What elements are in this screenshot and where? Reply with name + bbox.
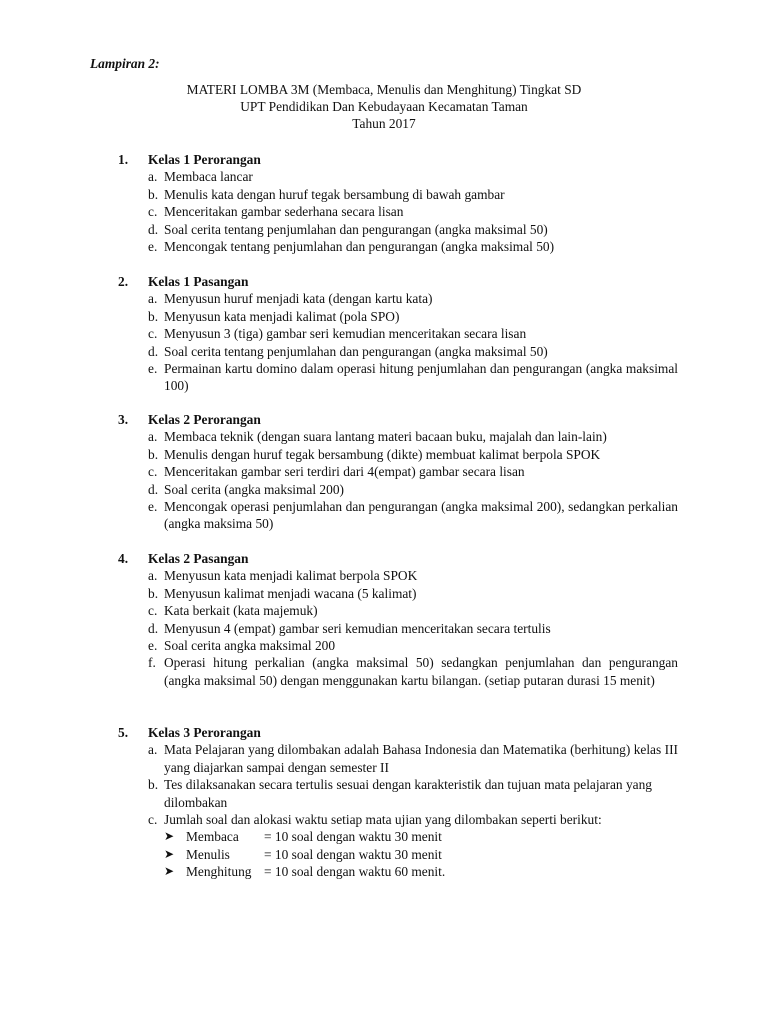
list-item [0, 463, 768, 480]
list-item [0, 238, 768, 255]
item-letter: b. [148, 186, 159, 202]
attachment-label: Lampiran 2: [90, 56, 160, 71]
document-subtitle: UPT Pendidikan Dan Kebudayaan Kecamatan Taman [240, 99, 528, 114]
item-letter: e. [148, 239, 158, 255]
item-letter: e. [148, 638, 158, 654]
item-letter: b. [148, 446, 159, 462]
item-text: Soal cerita tentang penjumlahan dan pengurangan (angka maksimal 50) [164, 343, 548, 359]
item-letter: a. [148, 429, 158, 445]
list-item [0, 186, 768, 203]
item-letter: b. [148, 585, 159, 601]
arrowhead-bullet-icon: ➤ [164, 829, 175, 844]
item-letter: d. [148, 221, 159, 237]
item-text: Permainan kartu domino dalam operasi hitung penjumlahan dan pengurangan (angka maksimal 100) [164, 361, 678, 394]
item-text: Menulis dengan huruf tegak bersambung (dikte) membuat kalimat berpola SPOK [164, 446, 601, 462]
list-item [0, 203, 768, 220]
section-title: Kelas 1 Perorangan [148, 152, 261, 167]
item-letter: a. [148, 169, 158, 185]
list-item [0, 221, 768, 238]
subject-label: Menulis [186, 846, 230, 862]
list-item [0, 290, 768, 307]
item-text: Mata Pelajaran yang dilombakan adalah Bahasa Indonesia dan Matematika (berhitung) kelas III yang diajarkan sampai dengan semester II [164, 742, 678, 775]
section-number: 2. [118, 274, 129, 289]
item-letter: c. [148, 812, 158, 828]
item-letter: f. [148, 655, 156, 671]
item-text: Membaca lancar [164, 169, 253, 185]
item-letter: e. [148, 499, 158, 515]
list-item [0, 776, 768, 811]
list-item [0, 308, 768, 325]
item-text: Menulis kata dengan huruf tegak bersambung di bawah gambar [164, 186, 505, 202]
subject-allocation: = 10 soal dengan waktu 30 menit [264, 829, 442, 845]
document-year: Tahun 2017 [352, 116, 416, 131]
section-title: Kelas 2 Pasangan [148, 551, 249, 566]
item-text: Soal cerita tentang penjumlahan dan pengurangan (angka maksimal 50) [164, 221, 548, 237]
item-letter: c. [148, 464, 158, 480]
item-text: Jumlah soal dan alokasi waktu setiap mata ujian yang dilombakan seperti berikut: [164, 812, 602, 828]
item-text: Mencongak operasi penjumlahan dan pengurangan (angka maksimal 200), sedangkan perkalian (angka maksima 50) [164, 499, 678, 532]
section-title: Kelas 2 Perorangan [148, 412, 261, 427]
item-text: Mencongak tentang penjumlahan dan pengurangan (angka maksimal 50) [164, 239, 555, 255]
item-text: Kata berkait (kata majemuk) [164, 603, 318, 619]
item-letter: b. [148, 777, 159, 793]
document-title: MATERI LOMBA 3M (Membaca, Menulis dan Menghitung) Tingkat SD [186, 82, 582, 97]
item-text: Soal cerita angka maksimal 200 [164, 638, 336, 654]
item-letter: d. [148, 343, 159, 359]
section-title: Kelas 3 Perorangan [148, 725, 261, 740]
item-text: Soal cerita (angka maksimal 200) [164, 481, 344, 497]
arrowhead-bullet-icon: ➤ [164, 846, 175, 861]
item-text: Menyusun kata menjadi kalimat (pola SPO) [164, 308, 400, 324]
section-number: 4. [118, 551, 129, 566]
section-number: 1. [118, 152, 129, 167]
list-item [0, 620, 768, 637]
item-letter: c. [148, 603, 158, 619]
list-item [0, 498, 768, 533]
item-letter: c. [148, 204, 158, 220]
list-item [0, 741, 768, 776]
arrowhead-bullet-icon: ➤ [164, 864, 175, 879]
item-letter: b. [148, 308, 159, 324]
list-item [0, 481, 768, 498]
list-item [0, 567, 768, 584]
item-text: Menyusun 4 (empat) gambar seri kemudian menceritakan secara tertulis [164, 620, 551, 636]
section-number: 3. [118, 412, 129, 427]
list-item [0, 343, 768, 360]
sub-list-item [0, 828, 768, 845]
subject-label: Membaca [186, 829, 239, 845]
item-text: Menyusun kalimat menjadi wacana (5 kalimat) [164, 585, 417, 601]
item-text: Membaca teknik (dengan suara lantang materi bacaan buku, majalah dan lain-lain) [164, 429, 607, 445]
section-number: 5. [118, 725, 129, 740]
item-letter: e. [148, 361, 158, 377]
list-item [0, 637, 768, 654]
list-item [0, 811, 768, 828]
section-title: Kelas 1 Pasangan [148, 274, 249, 289]
sub-list [0, 828, 768, 880]
list-item [0, 446, 768, 463]
item-text: Operasi hitung perkalian (angka maksimal 50) sedangkan penjumlahan dan pengurangan (angka maksimal 50) dengan menggunakan kartu bilangan. (setiap putaran durasi 15 menit) [164, 655, 678, 688]
item-text: Menceritakan gambar seri terdiri dari 4(empat) gambar secara lisan [164, 464, 525, 480]
list-item [0, 654, 768, 689]
sub-list-item [0, 846, 768, 863]
item-text: Tes dilaksanakan secara tertulis sesuai dengan karakteristik dan tujuan mata pelajaran yang dilombakan [164, 777, 652, 810]
list-item [0, 360, 768, 395]
list-item [0, 602, 768, 619]
item-text: Menyusun huruf menjadi kata (dengan kartu kata) [164, 291, 433, 307]
item-letter: d. [148, 620, 159, 636]
item-letter: c. [148, 326, 158, 342]
item-letter: a. [148, 742, 158, 758]
subject-allocation: = 10 soal dengan waktu 60 menit. [264, 864, 446, 880]
item-letter: a. [148, 568, 158, 584]
subject-allocation: = 10 soal dengan waktu 30 menit [264, 846, 442, 862]
sub-list-item [0, 863, 768, 880]
list-item [0, 168, 768, 185]
list-item [0, 428, 768, 445]
item-letter: d. [148, 481, 159, 497]
item-text: Menceritakan gambar sederhana secara lisan [164, 204, 404, 220]
item-text: Menyusun kata menjadi kalimat berpola SPOK [164, 568, 418, 584]
list-item [0, 325, 768, 342]
list-item [0, 585, 768, 602]
subject-label: Menghitung [186, 864, 252, 880]
item-text: Menyusun 3 (tiga) gambar seri kemudian menceritakan secara lisan [164, 326, 527, 342]
item-letter: a. [148, 291, 158, 307]
